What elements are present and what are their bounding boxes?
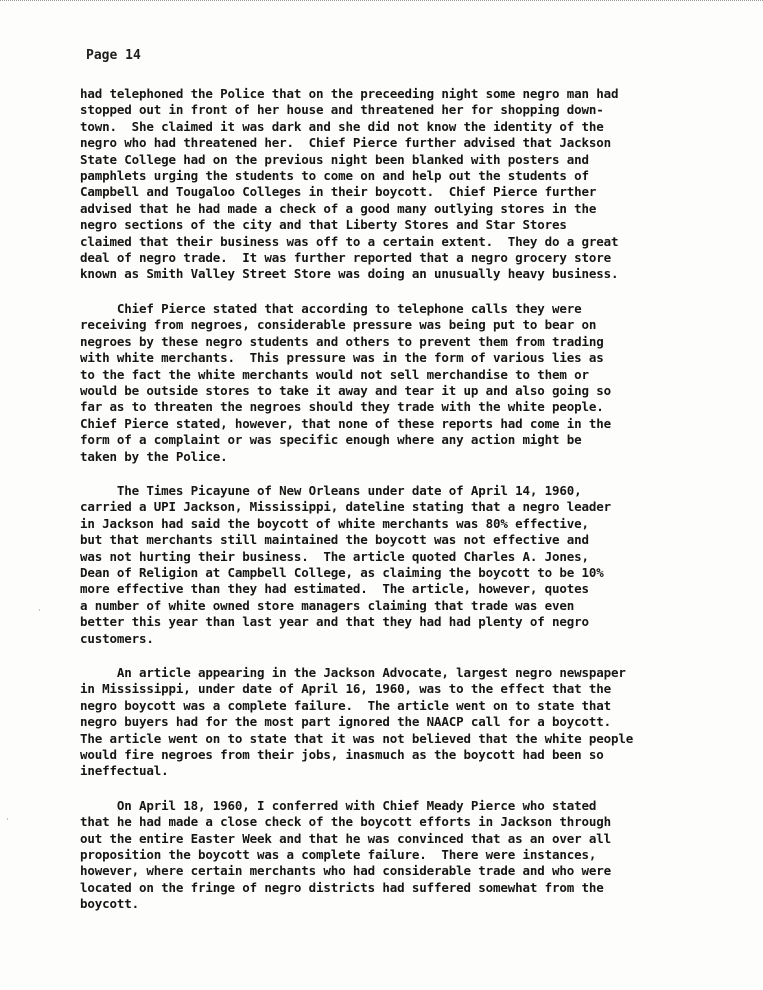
text-line: On April 18, 1960, I conferred with Chief Meady Pierce who stated <box>80 797 597 813</box>
paragraph <box>80 301 760 465</box>
text-line: Dean of Religion at Campbell College, as claiming the boycott to be 10% <box>80 564 604 580</box>
text-line: in Mississippi, under date of April 16, 1960, was to the effect that the <box>80 681 612 697</box>
text-line: more effective than they had estimated. The article, however, quotes <box>80 581 589 597</box>
text-line: Chief Pierce stated, however, that none of these reports had come in the <box>80 415 612 431</box>
text-line: a number of white owned store managers claiming that trade was even <box>80 597 575 613</box>
text-line: customers. <box>80 630 154 646</box>
text-line: pamphlets urging the students to come on and help out the students of <box>80 168 589 184</box>
text-line: claimed that their business was off to a certain extent. They do a great <box>80 233 619 249</box>
margin-speck: · <box>6 815 9 825</box>
page-number: Page 14 <box>86 48 141 63</box>
text-line: located on the fringe of negro districts had suffered somewhat from the <box>80 879 604 895</box>
text-line: but that merchants still maintained the boycott was not effective and <box>80 532 589 548</box>
text-line: carried a UPI Jackson, Mississippi, dateline stating that a negro leader <box>80 499 612 515</box>
text-line: out the entire Easter Week and that he was convinced that as an over all <box>80 830 612 846</box>
paragraph <box>80 86 760 283</box>
text-line: Campbell and Tougaloo Colleges in their boycott. Chief Pierce further <box>80 184 597 200</box>
text-line: form of a complaint or was specific enough where any action might be <box>80 432 582 448</box>
text-line: ineffectual. <box>80 763 169 779</box>
text-line: however, where certain merchants who had considerable trade and who were <box>80 863 612 879</box>
text-line: taken by the Police. <box>80 448 228 464</box>
text-line: State College had on the previous night been blanked with posters and <box>80 151 589 167</box>
text-line: deal of negro trade. It was further reported that a negro grocery store <box>80 250 612 266</box>
text-line: stopped out in front of her house and threatened her for shopping down- <box>80 102 604 118</box>
text-line: negro boycott was a complete failure. The article went on to state that <box>80 697 612 713</box>
text-line: that he had made a close check of the boycott efforts in Jackson through <box>80 814 612 830</box>
text-line: town. She claimed it was dark and she did not know the identity of the <box>80 118 604 134</box>
text-line: known as Smith Valley Street Store was doing an unusually heavy business. <box>80 266 619 282</box>
text-line: negro who had threatened her. Chief Pierce further advised that Jackson <box>80 135 612 151</box>
text-line: had telephoned the Police that on the preceeding night some negro man had <box>80 86 619 101</box>
text-line: Chief Pierce stated that according to telephone calls they were <box>80 300 582 316</box>
text-line: advised that he had made a check of a good many outlying stores in the <box>80 200 597 216</box>
text-line: in Jackson had said the boycott of white merchants was 80% effective, <box>80 515 589 531</box>
text-line: An article appearing in the Jackson Advocate, largest negro newspaper <box>80 665 626 680</box>
text-line: negro sections of the city and that Liberty Stores and Star Stores <box>80 217 567 233</box>
top-edge-rule <box>0 0 763 3</box>
text-line: with white merchants. This pressure was in the form of various lies as <box>80 350 604 366</box>
text-line: far as to threaten the negroes should they trade with the white people. <box>80 399 604 415</box>
text-line: negroes by these negro students and others to prevent them from trading <box>80 333 604 349</box>
text-line: boycott. <box>80 896 140 912</box>
document-body <box>80 86 760 931</box>
text-line: better this year than last year and that they had had plenty of negro <box>80 614 589 630</box>
text-line: to the fact the white merchants would not sell merchandise to them or <box>80 366 589 382</box>
text-line: The article went on to state that it was not believed that the white people <box>80 730 634 746</box>
text-line: The Times Picayune of New Orleans under date of April 14, 1960, <box>80 482 582 498</box>
text-line: negro buyers had for the most part ignored the NAACP call for a boycott. <box>80 714 612 730</box>
text-line: would be outside stores to take it away and tear it up and also going so <box>80 382 612 398</box>
paragraph <box>80 798 760 913</box>
margin-speck: · <box>38 606 41 616</box>
paragraph <box>80 665 760 780</box>
paragraph <box>80 483 760 647</box>
text-line: receiving from negroes, considerable pressure was being put to bear on <box>80 317 597 333</box>
text-line: would fire negroes from their jobs, inasmuch as the boycott had been so <box>80 747 604 763</box>
text-line: was not hurting their business. The article quoted Charles A. Jones, <box>80 548 589 564</box>
text-line: proposition the boycott was a complete failure. There were instances, <box>80 847 597 863</box>
